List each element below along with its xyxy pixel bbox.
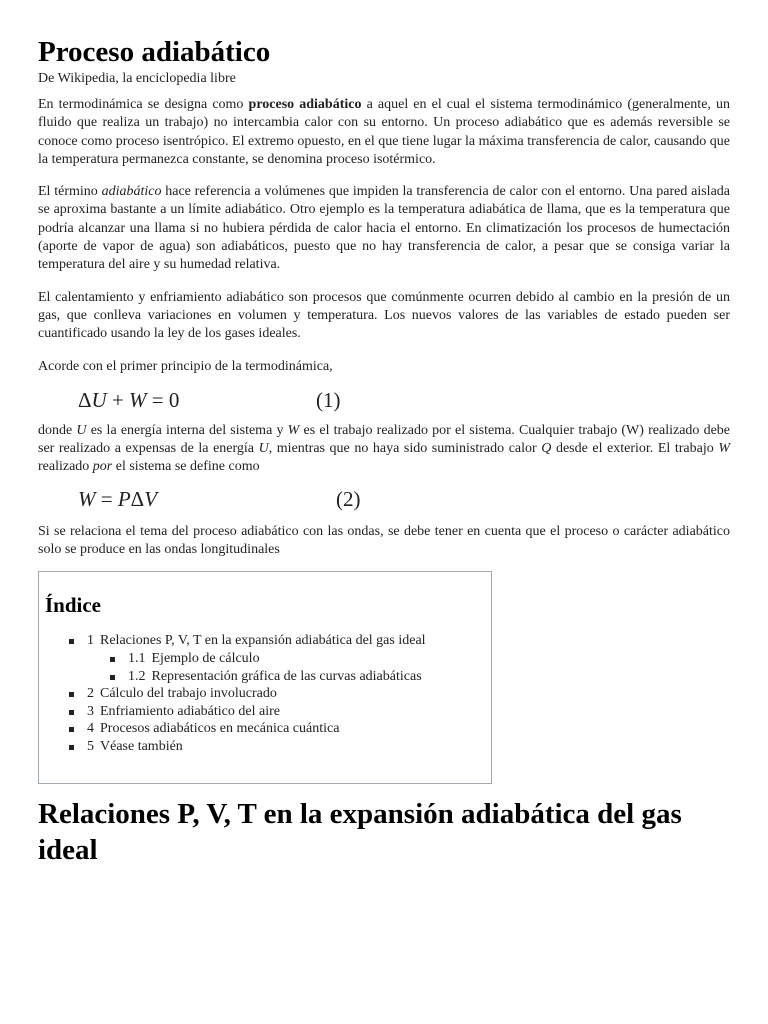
paragraph-6: Si se relaciona el tema del proceso adiabático con las ondas, se debe tener en cuenta que el proceso o carácter adiabático solo se produce en las ondas longitudinales — [38, 523, 730, 558]
bullet-icon — [69, 692, 74, 697]
toc-item-5[interactable]: 5 Véase también — [45, 738, 491, 756]
toc-item-1-1[interactable]: 1.1 Ejemplo de cálculo — [45, 650, 491, 668]
italic-term: adiabático — [101, 184, 162, 200]
equation-2 — [38, 481, 730, 517]
equation-1-number: (1) — [316, 387, 341, 412]
section-heading: Relaciones P, V, T en la expansión adiabática del gas ideal — [38, 798, 682, 867]
bold-term: proceso adiabático — [248, 97, 362, 112]
bullet-icon — [69, 710, 74, 715]
toc-list — [45, 632, 491, 755]
toc-item-1-2[interactable]: 1.2 Representación gráfica de las curvas adiabáticas — [45, 668, 491, 686]
page-subtitle: De Wikipedia, la enciclopedia libre — [38, 71, 236, 86]
intro-paragraph: En termodinámica se designa como proceso adiabático a aquel en el cual el sistema termodinámico (generalmente, un fluido que realiza un trabajo) no intercambia calor con su entorno. Un proceso adiabático que es además reversible se conoce como proceso isentrópico. El extremo opuesto, en el que tiene lugar la máxima transferencia de calor, causando que la temperatura permanezca constante, se denomina proceso isotérmico. — [38, 97, 730, 167]
equation-1-formula: ΔU + W = 0 — [78, 387, 180, 412]
bullet-icon — [110, 675, 115, 680]
equation-2-formula: W = PΔV — [78, 486, 158, 511]
paragraph-2: El término adiabático hace referencia a volúmenes que impiden la transferencia de calor con el entorno. Una pared aislada se aproxima bastante a un límite adiabático. Otro ejemplo es la temperatura adiabática de llama, que es la temperatura que podría alcanzar una llama si no hubiera pérdida de calor hacia el entorno. En climatización los procesos de humectación (aporte de vapor de agua) son adiabáticos, puesto que no hay transferencia de calor, a pesar que se consiga variar la temperatura del aire y su humedad relativa. — [38, 184, 730, 273]
equation-2-number: (2) — [336, 486, 361, 511]
page-title: Proceso adiabático — [38, 36, 271, 68]
toc-title: Índice — [45, 593, 102, 618]
bullet-icon — [69, 727, 74, 732]
equation-1 — [38, 382, 730, 418]
paragraph-5: donde U es la energía interna del sistema y W es el trabajo realizado por el sistema. Cualquier trabajo (W) realizado debe ser realizado a expensas de la energía U, mientras que no haya sido suministrado calor Q desde el exterior. El trabajo W realizado por el sistema se define como — [38, 422, 731, 475]
paragraph-4: Acorde con el primer principio de la termodinámica, — [38, 358, 333, 374]
toc-item-2[interactable]: 2 Cálculo del trabajo involucrado — [45, 685, 491, 703]
toc-item-1[interactable]: 1 Relaciones P, V, T en la expansión adiabática del gas ideal — [45, 632, 491, 650]
table-of-contents — [38, 571, 492, 784]
bullet-icon — [69, 639, 74, 644]
bullet-icon — [110, 657, 115, 662]
toc-item-4[interactable]: 4 Procesos adiabáticos en mecánica cuántica — [45, 720, 491, 738]
toc-item-3[interactable]: 3 Enfriamiento adiabático del aire — [45, 703, 491, 721]
paragraph-3: El calentamiento y enfriamiento adiabático son procesos que comúnmente ocurren debido al cambio en la presión de un gas, que conlleva variaciones en volumen y temperatura. Los nuevos valores de las variables de estado pueden ser cuantificado usando la ley de los gases ideales. — [38, 289, 730, 342]
bullet-icon — [69, 745, 74, 750]
